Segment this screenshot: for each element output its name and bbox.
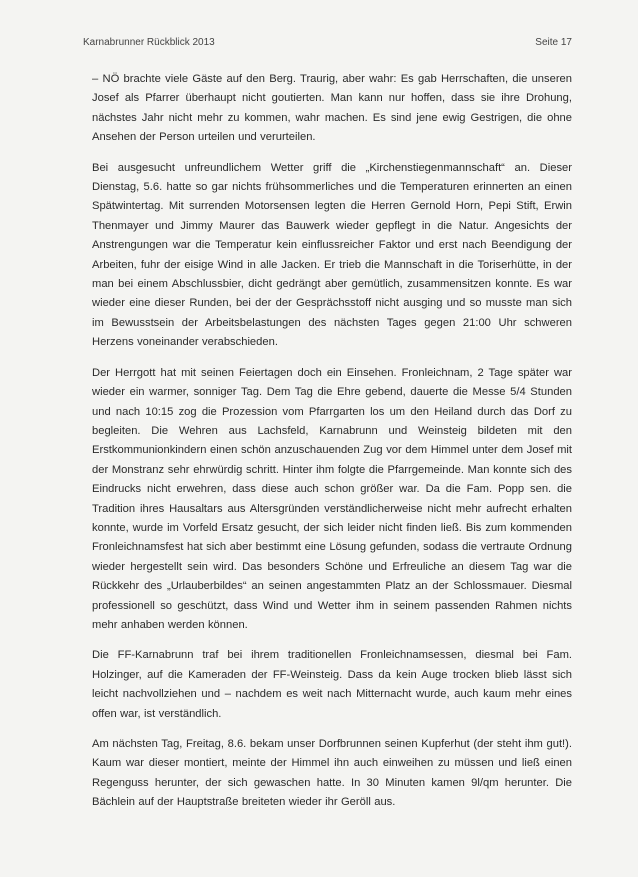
- page-header: [83, 37, 572, 51]
- publication-title: Karnabrunner Rückblick 2013: [83, 37, 215, 48]
- paragraph-visitors: – NÖ brachte viele Gäste auf den Berg. Traurig, aber wahr: Es gab Herrschaften, die unseren Josef als Pfarrer überhaupt nicht goutierten. Man kann nur hoffen, dass sie ihre Drohung, nächstes Jahr nicht mehr zu kommen, wahr machen. Es sind jene ewig Gestrigen, die ohne Ansehen der Person urteilen und verurteilen.: [92, 73, 572, 144]
- article-body: [92, 70, 572, 813]
- paragraph-corpus-christi: Der Herrgott hat mit seinen Feiertagen doch ein Einsehen. Fronleichnam, 2 Tage später war wieder ein warmer, sonniger Tag. Dem Tag die Ehre gebend, dauerte die Messe 5/4 Stunden und nach 10:15 zog die Prozession vom Pfarrgarten los um den Heiland durch das Dorf zu begleiten. Die Wehren aus Lachsfeld, Karnabrunn und Weinsteig bildeten mit den Erstkommunionkindern einen schön anzuschauenden Zug vor dem Himmel unter dem Josef mit der Monstranz sehr ehrwürdig schritt. Hinter ihm folgte die Pfarrgemeinde. Man konnte sich des Eindrucks nicht erwehren, dass diese auch schon größer war. Da die Fam. Popp sen. die Tradition ihres Hausaltars aus Altersgründen verständlicherweise nicht mehr aufrecht erhalten konnte, wurde im Vorfeld Ersatz gesucht, der sich leider nicht finden ließ. Bis zum kommenden Fronleichnamsfest hat sich aber bestimmt eine Lösung gefunden, sodass die vertraute Ordnung wieder hergestellt sein wird. Das besonders Schöne und Erfreuliche an diesem Tag war die Rückkehr des „Urlauberbildes“ an seinen angestammten Platz an der Schlossmauer. Diesmal professionell so geschützt, dass Wind und Wetter ihm in seinem passenden Rahmen nichts mehr anhaben werden können.: [92, 366, 572, 631]
- paragraph-stairs-crew: Bei ausgesucht unfreundlichem Wetter griff die „Kirchenstiegenmannschaft“ an. Dieser Dienstag, 5.6. hatte so gar nichts frühsommerliches und die Temperaturen erinnerten an einen Spätwintertag. Mit surrenden Motorsensen legten die Herren Gernold Horn, Pepi Stift, Erwin Thenmayer und Jimmy Maurer das Bauwerk wieder gepflegt in die Natur. Angesichts der Anstrengungen war die Temperatur kein einflussreicher Faktor und erst nach Beendigung der Arbeiten, fuhr der eisige Wind in alle Jacken. Er trieb die Mannschaft in die Toriserhütte, in der man bei einem Abschlussbier, dicht gedrängt aber gemütlich, zusammensitzen konnte. Es war wieder eine dieser Runden, bei der der Gesprächsstoff nicht ausging und so musste man sich im Bewusstsein der Arbeitsbelastungen des nächsten Tages gegen 21:00 Uhr schweren Herzens voneinander verabschieden.: [92, 161, 572, 349]
- paragraph-fire-brigade: Die FF-Karnabrunn traf bei ihrem traditionellen Fronleichnamsessen, diesmal bei Fam. Holzinger, auf die Kameraden der FF-Weinsteig. Dass da kein Auge trocken blieb lässt sich leicht nachvollziehen und – nachdem es weit nach Mitternacht wurde, auch kaum mehr eines offen war, ist verständlich.: [92, 649, 572, 720]
- page-number: Seite 17: [535, 37, 572, 48]
- paragraph-fountain: Am nächsten Tag, Freitag, 8.6. bekam unser Dorfbrunnen seinen Kupferhut (der steht ihm gut!). Kaum war dieser montiert, meinte der Himmel ihn auch einweihen zu müssen und ließ einen Regenguss herunter, der sich gewaschen hatte. In 30 Minuten kamen 9l/qm herunter. Die Bächlein auf der Hauptstraße breiteten wieder ihr Geröll aus.: [92, 738, 572, 809]
